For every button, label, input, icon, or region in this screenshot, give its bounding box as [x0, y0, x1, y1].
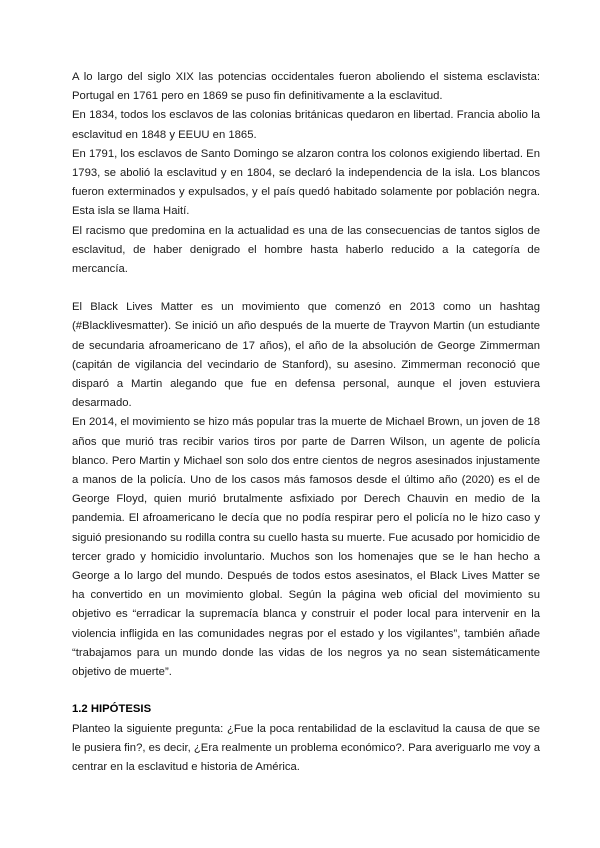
document-page — [72, 68, 540, 777]
heading-spacer — [72, 682, 540, 700]
paragraph-british-colonies: En 1834, todos los esclavos de las colonias británicas quedaron en libertad. Francia abolio la esclavitud en 1848 y EEUU en 1865. — [72, 109, 540, 141]
paragraph-spacer — [72, 279, 540, 298]
paragraph-hypothesis: Planteo la siguiente pregunta: ¿Fue la poca rentabilidad de la esclavitud la causa de que se le pusiera fin?, es decir, ¿Era realmente un problema económico?. Para averiguarlo me voy a centrar en la esclavitud e historia de América. — [72, 722, 540, 773]
paragraph-black-lives-matter-origin: El Black Lives Matter es un movimiento que comenzó en 2013 como un hashtag (#Blacklivesmatter). Se inició un año después de la muerte de Trayvon Martin (un estudiante de secundaria afroamericano de 17 años), el año de la absolución de George Zimmerman (capitán de vigilancia del vecindario de Stanford), su asesino. Zimmerman reconoció que disparó a Martin alegando que fue en defensa personal, aunque el joven estuviera desarmado. — [72, 301, 540, 410]
paragraph-abolition-overview: A lo largo del siglo XIX las potencias occidentales fueron aboliendo el sistema esclavista: Portugal en 1761 pero en 1869 se puso fin definitivamente a la esclavitud. — [72, 71, 540, 103]
paragraph-haiti: En 1791, los esclavos de Santo Domingo se alzaron contra los colonos exigiendo libertad. En 1793, se abolió la esclavitud y en 1804, se declaró la independencia de la isla. Los blancos fueron exterminados y expulsados, y el país quedó habitado solamente por población negra. Esta isla se llama Haití. — [72, 147, 540, 218]
paragraph-racism: El racismo que predomina en la actualidad es una de las consecuencias de tantos siglos de esclavitud, de haber denigrado el hombre hasta haberlo reducido a la categoría de mercancía. — [72, 224, 540, 276]
section-heading-hypothesis: 1.2 HIPÓTESIS — [72, 703, 152, 716]
paragraph-black-lives-matter-growth: En 2014, el movimiento se hizo más popular tras la muerte de Michael Brown, un joven de 18 años que murió tras recibir varios tiros por parte de Darren Wilson, un agente de policía blanco. Pero Martin y Michael son solo dos entre cientos de negros asesinados injustamente a manos de la policía. Uno de los casos más famosos desde el último año (2020) es el de George Floyd, quien murió brutalmente asfixiado por Derech Chauvin en medio de la pandemia. El afroamericano le decía que no podía respirar pero el policía no le hizo caso y siguió presionando su rodilla contra su cuello hasta su muerte. Fue acusado por homicidio de tercer grado y homicidio involuntario. Muchos son los homenajes que se le han hecho a George a lo largo del mundo. Después de todos estos asesinatos, el Black Lives Matter se ha convertido en un movimiento global. Según la página web oficial del movimiento su objetivo es “erradicar la supremacía blanca y construir el poder local para intervenir en la violencia infligida en las comunidades negras por el estado y los vigilantes”, también añade “trabajamos para un mundo donde las vidas de los negros ya no sean sistemáticamente objetivo de muerte”. — [72, 416, 540, 679]
